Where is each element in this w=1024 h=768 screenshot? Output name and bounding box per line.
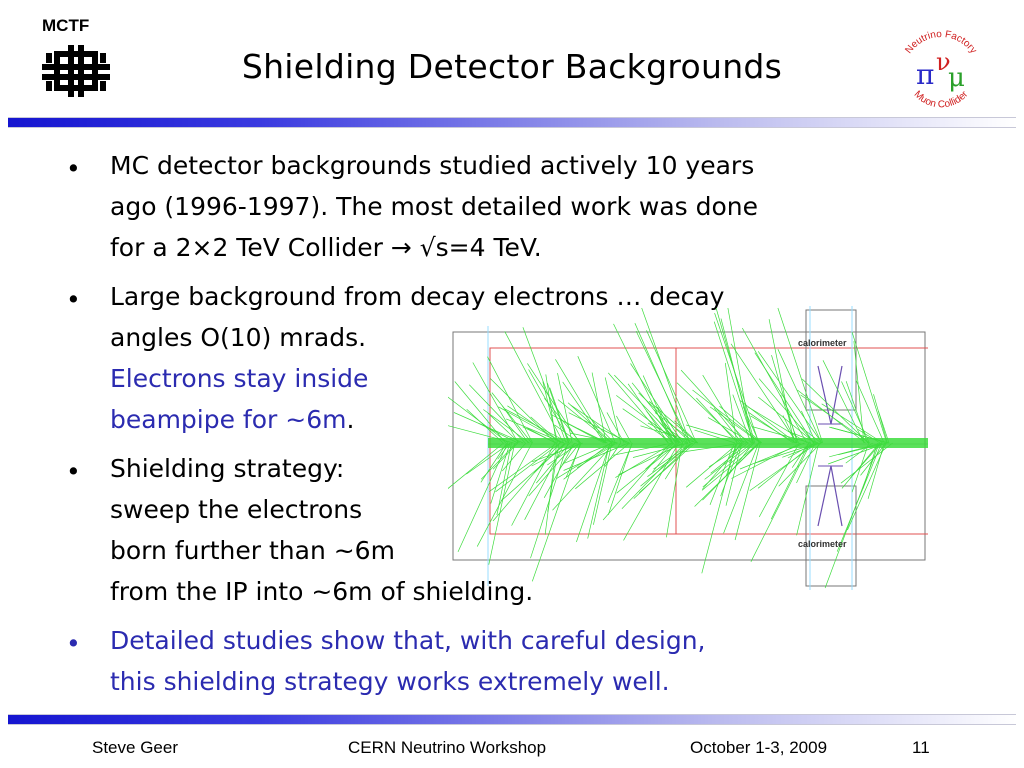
bullet-icon: •	[66, 457, 81, 486]
logo-arc-bottom: Muon Collider	[911, 88, 971, 111]
footer-date: October 1-3, 2009	[690, 738, 828, 757]
track-line	[642, 308, 690, 443]
footer-page-number: 11	[912, 738, 930, 757]
track-line	[703, 443, 759, 500]
text-line: angles O(10) mrads.	[110, 323, 367, 352]
bullet-1	[110, 145, 758, 268]
track-line	[631, 364, 683, 444]
slide-title: Shielding Detector Backgrounds	[241, 47, 783, 86]
text-line: Detailed studies show that, with careful design,	[110, 626, 706, 655]
track-line	[614, 375, 679, 443]
track-line	[608, 373, 668, 443]
track-line	[529, 443, 576, 496]
svg-text:ν: ν	[936, 48, 951, 76]
track-line	[624, 443, 679, 540]
text-line: Shielding strategy:	[110, 454, 345, 483]
bullet-4	[110, 620, 705, 702]
text-line: ago (1996-1997). The most detailed work was done	[110, 192, 758, 221]
track-line	[797, 390, 865, 443]
figure-label-top: calorimeter	[798, 338, 847, 348]
text-line: Large background from decay electrons … decay	[110, 282, 725, 311]
track-line	[532, 443, 580, 581]
bullet-icon: •	[66, 154, 81, 183]
text-line: for a 2×2 TeV Collider → √s=4 TeV.	[110, 233, 542, 262]
bullet-3	[110, 448, 533, 612]
footer-event: CERN Neutrino Workshop	[348, 738, 547, 757]
track-line	[758, 443, 814, 488]
track-line	[455, 382, 506, 444]
track-line	[715, 313, 759, 443]
track-line	[735, 443, 760, 540]
track-line	[605, 377, 621, 443]
footer-author: Steve Geer	[92, 738, 178, 757]
figure-label-bottom: calorimeter	[798, 539, 847, 549]
track-line	[563, 382, 605, 443]
logo-arc-top: Neutrino Factory	[903, 28, 979, 56]
org-label: MCTF	[42, 16, 90, 35]
track-line	[571, 405, 627, 443]
bullet-icon: •	[66, 629, 81, 658]
track-line	[874, 394, 888, 443]
header-divider	[8, 117, 1016, 128]
track-line	[616, 395, 678, 443]
track-line	[553, 443, 615, 510]
track-line	[578, 356, 616, 443]
bullet-icon: •	[66, 285, 81, 314]
text-line: this shielding strategy works extremely well.	[110, 667, 670, 696]
track-line	[686, 443, 738, 487]
text-line: from the IP into ~6m of shielding.	[110, 577, 534, 606]
blue-text-line: Electrons stay inside	[110, 364, 369, 393]
track-line	[703, 443, 755, 487]
text-line: MC detector backgrounds studied actively 10 years	[110, 151, 755, 180]
text-line: sweep the electrons	[110, 495, 363, 524]
text-line: born further than ~6m	[110, 536, 395, 565]
footer-divider	[8, 714, 1016, 725]
track-line	[641, 443, 693, 486]
text-tail: .	[346, 405, 355, 434]
track-line	[863, 443, 878, 489]
beam-core	[488, 438, 928, 448]
blue-text-line: beampipe for ~6m	[110, 405, 347, 434]
svg-text:π: π	[916, 58, 935, 91]
svg-text:μ: μ	[948, 63, 965, 93]
neutrino-factory-logo-icon	[892, 22, 990, 120]
